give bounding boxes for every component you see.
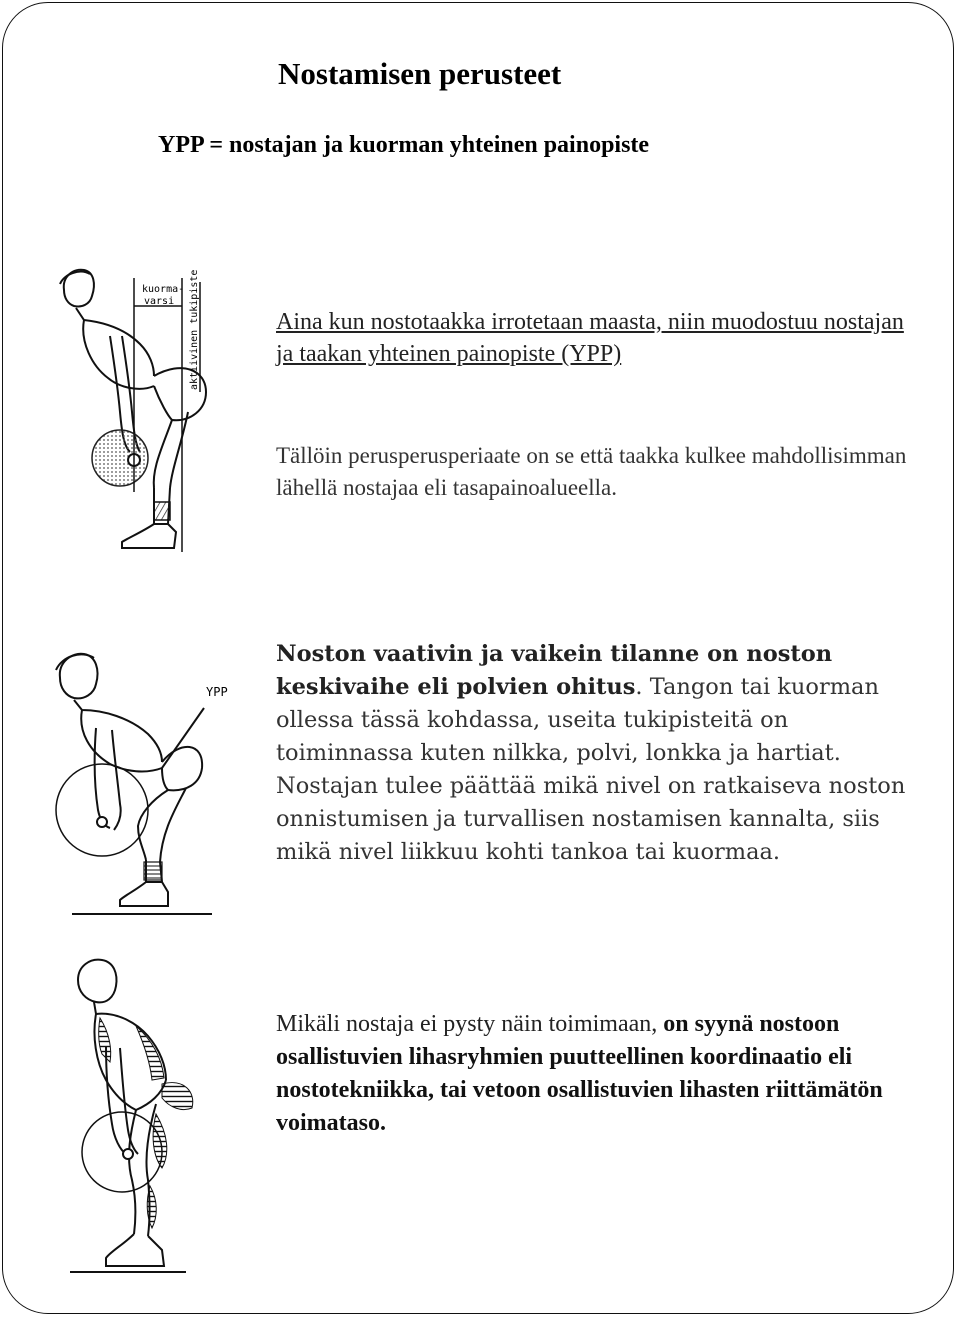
section3-lead: Mikäli nostaja ei pysty näin toimimaan,	[276, 1011, 664, 1037]
lifter-figure-muscles	[66, 954, 216, 1278]
ypp-label: YPP	[206, 685, 228, 699]
support-point-label: aktiivinen tukipiste	[189, 269, 200, 390]
load-arm-label: kuorma-	[142, 284, 185, 295]
lifter-figure-knee-pass	[44, 644, 244, 919]
section3-bold: on syynä nostoon osallistuvien lihasryhmien puutteellinen koordinaatio eli nostotekniikka, tai vetoon osallistuvien lihasten riittämätön voimataso.	[276, 1011, 883, 1136]
lifter-figure-start	[50, 262, 220, 557]
page-title: Nostamisen perusteet	[278, 56, 562, 91]
lifter-illustration-1	[50, 262, 220, 557]
section2-bold-lead: Noston vaativin ja vaikein tilanne on noston keskivaihe eli polvien ohitus	[276, 641, 833, 700]
section1-heading: Aina kun nostotaakka irrotetaan maasta, niin muodostuu nostajan ja taakan yhteinen painopiste (YPP)	[276, 309, 904, 367]
lifter-illustration-2	[44, 644, 244, 919]
section3-text	[276, 1008, 926, 1140]
section2-text	[276, 638, 926, 869]
section2-body: . Tangon tai kuorman ollessa tässä kohdassa, useita tukipisteitä on toiminnassa kuten nilkka, polvi, lonkka ja hartiat. Nostajan tulee päättää mikä nivel on ratkaiseva noston onnistumisen ja turvallisen nostamisen kannalta, siis mikä nivel liikkuu kohti tankoa tai kuormaa.	[276, 674, 906, 865]
load-arm-label-2: varsi	[144, 296, 175, 307]
lifter-illustration-3	[66, 954, 216, 1278]
section1-body: Tällöin perusperusperiaate on se että taakka kulkee mahdollisimman lähellä nostajaa eli tasapainoalueella.	[276, 443, 907, 500]
page-subtitle: YPP = nostajan ja kuorman yhteinen painopiste	[158, 132, 650, 158]
